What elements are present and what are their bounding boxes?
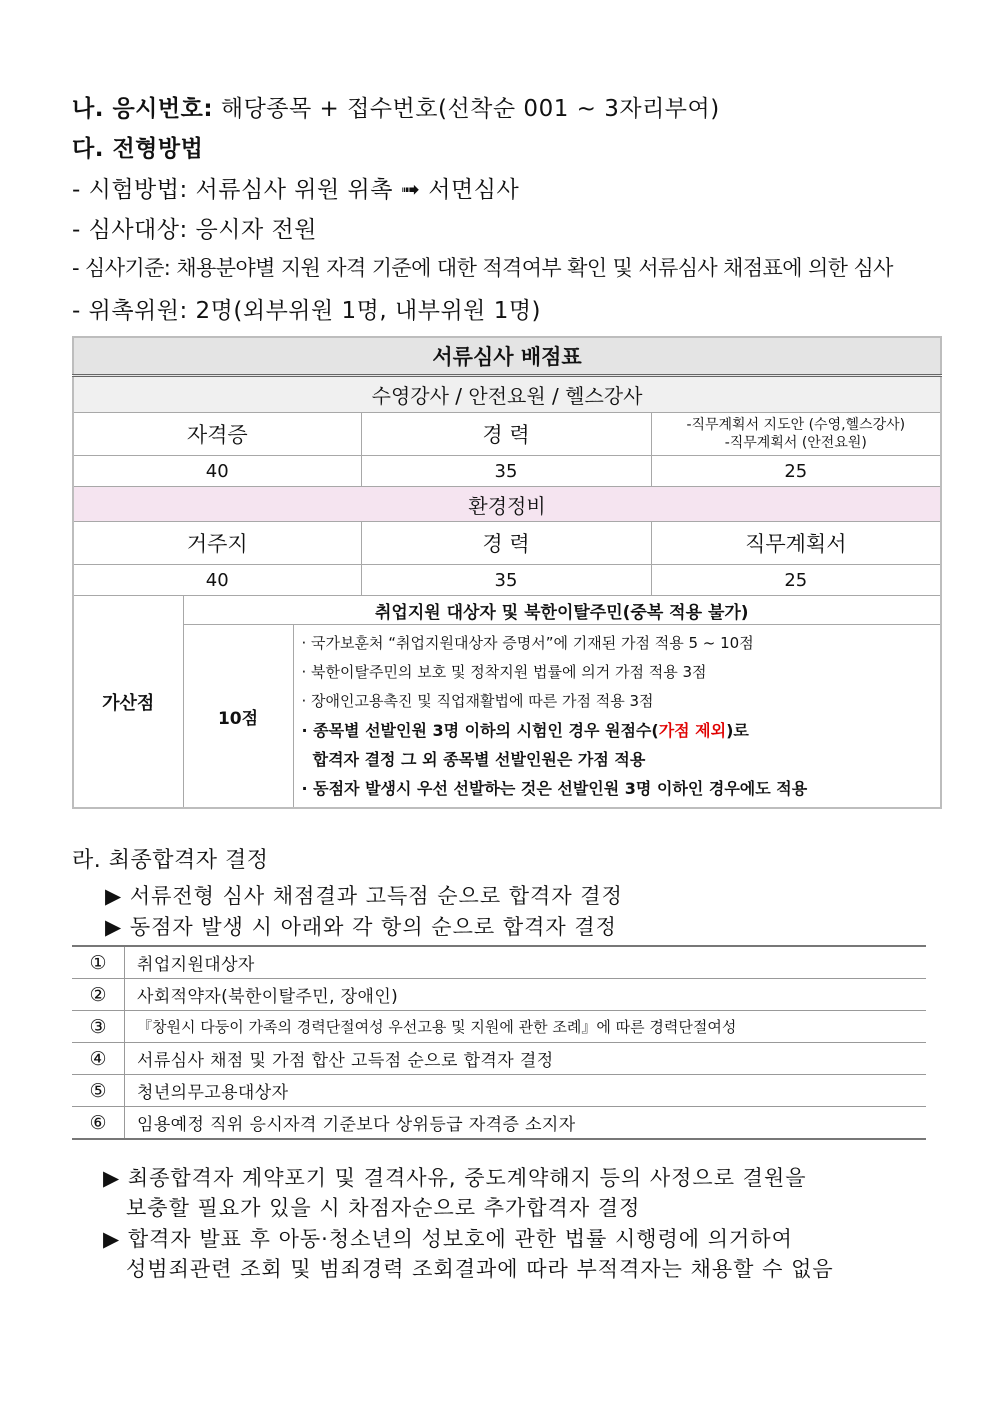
bonus-item: · 북한이탈주민의 보호 및 정착지원 법률에 의거 가점 적용 3점 [301,663,707,681]
priority-row [72,979,926,1011]
method-exam: - 시험방법: 서류심사 위원 위촉 ➟ 서면심사 [72,177,520,203]
group1-header-plan-line1: -직무계획서 지도안 (수영,헬스강사) [686,417,906,433]
group2-value-residence: 40 [73,565,361,596]
priority-num: ④ [72,1043,125,1075]
section-na [72,90,720,123]
priority-num: ② [72,979,125,1011]
bonus-items [293,625,941,809]
method-criteria: - 심사기준: 채용분야별 지원 자격 기준에 대한 적격여부 확인 및 서류심사 채점표에 의한 심사 [72,256,893,280]
section-da-label: 다. 전형방법 [72,136,204,162]
bonus-item: · 장애인고용촉진 및 직업재활법에 따른 가점 적용 3점 [301,692,654,710]
score-table-title: 서류심사 배점표 [73,337,941,376]
ra-bullet: ▶ 동점자 발생 시 아래와 각 항의 순으로 합격자 결정 [105,915,617,939]
priority-row [72,1043,926,1075]
group2-header-plan: 직무계획서 [651,522,941,565]
group1-header-license: 자격증 [73,413,361,456]
final-note: 보충할 필요가 있을 시 차점자순으로 추가합격자 결정 [103,1196,641,1220]
section-na-label: 나. 응시번호: [72,96,214,122]
bonus-label: 가산점 [73,596,183,809]
method-committee: - 위촉위원: 2명(외부위원 1명, 내부위원 1명) [72,298,542,324]
group1-name: 수영강사 / 안전요원 / 헬스강사 [73,376,941,413]
section-ra: 라. 최종합격자 결정 [72,848,269,873]
priority-table [72,945,926,1140]
bonus-item-cont: 합격자 결정 그 외 종목별 선발인원은 가점 적용 [301,750,646,769]
priority-row [72,1107,926,1140]
group2-value-plan: 25 [651,565,941,596]
bonus-item: · 국가보훈처 “취업지원대상자 증명서”에 기재된 가점 적용 5 ~ 10점 [301,634,754,652]
bonus-item-red: 가점 제외 [658,721,727,740]
priority-num: ③ [72,1011,125,1043]
section-na-text: 해당종목 + 접수번호(선착순 001 ~ 3자리부여) [213,96,720,122]
group1-value-license: 40 [73,456,361,487]
ra-bullet: ▶ 서류전형 심사 채점결과 고득점 순으로 합격자 결정 [105,884,623,908]
priority-row [72,946,926,979]
priority-text: 서류심사 채점 및 가점 합산 고득점 순으로 합격자 결정 [125,1043,927,1075]
priority-text: 사회적약자(북한이탈주민, 장애인) [125,979,927,1011]
method-target: - 심사대상: 응시자 전원 [72,217,317,243]
group1-value-plan: 25 [651,456,941,487]
final-note: 성범죄관련 조회 및 범죄경력 조회결과에 따라 부적격자는 채용할 수 없음 [103,1257,834,1281]
bonus-title: 취업지원 대상자 및 북한이탈주민(중복 적용 불가) [183,596,941,625]
priority-num: ① [72,946,125,979]
section-da [72,130,203,163]
priority-text: 청년의무고용대상자 [125,1075,927,1107]
group2-header-residence: 거주지 [73,522,361,565]
group2-value-career: 35 [361,565,651,596]
group1-value-career: 35 [361,456,651,487]
final-note: ▶ 최종합격자 계약포기 및 결격사유, 중도계약해지 등의 사정으로 결원을 [103,1166,807,1190]
group1-header-plan [651,413,941,456]
priority-num: ⑥ [72,1107,125,1140]
priority-text: 취업지원대상자 [125,946,927,979]
group1-header-plan-line2: -직무계획서 (안전요원) [724,435,867,451]
group2-header-career: 경 력 [361,522,651,565]
bonus-item-pre: · 종목별 선발인원 3명 이하의 시험인 경우 원점수( [301,721,659,740]
final-note: ▶ 합격자 발표 후 아동·청소년의 성보호에 관한 법률 시행령에 의거하여 [103,1227,793,1251]
bonus-item-last: · 동점자 발생시 우선 선발하는 것은 선발인원 3명 이하인 경우에도 적용 [301,779,808,798]
priority-row [72,1011,926,1043]
score-table [72,336,942,809]
bonus-points: 10점 [183,625,293,809]
bonus-item-bold [302,716,941,745]
bonus-item-post: )로 [726,721,749,740]
group2-name: 환경정비 [73,487,941,522]
priority-text: 임용예정 직위 응시자격 기준보다 상위등급 자격증 소지자 [125,1107,927,1140]
group1-header-career: 경 력 [361,413,651,456]
priority-num: ⑤ [72,1075,125,1107]
priority-text: 『창원시 다둥이 가족의 경력단절여성 우선고용 및 지원에 관한 조례』에 따른 경력단절여성 [125,1011,927,1043]
priority-row [72,1075,926,1107]
